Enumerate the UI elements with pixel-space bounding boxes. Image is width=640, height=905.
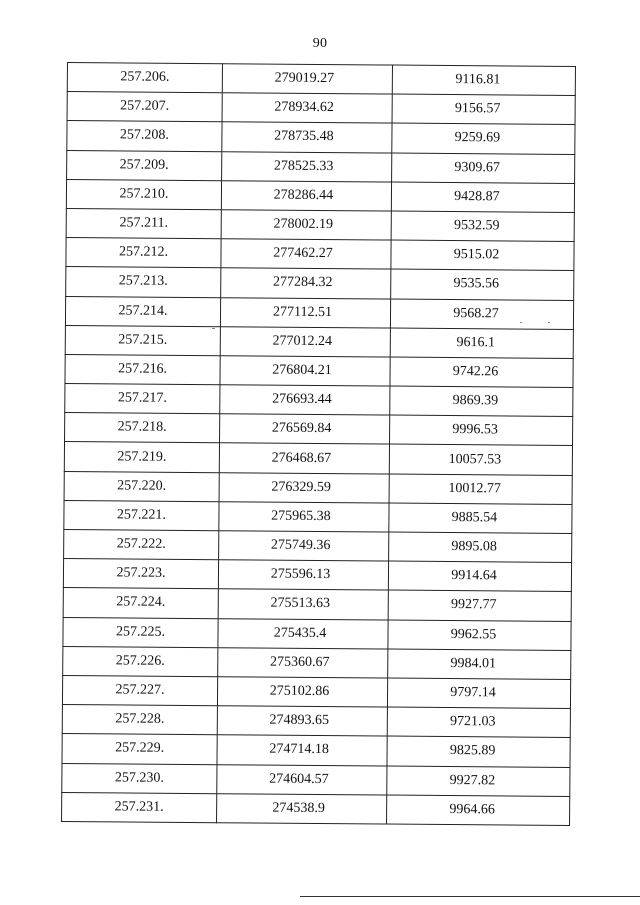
x-coordinate-cell: 278934.62: [222, 93, 392, 124]
point-id-cell: 257.222.: [64, 529, 219, 559]
coordinates-table-wrapper: [61, 62, 575, 826]
x-coordinate-cell: 278002.19: [221, 210, 391, 241]
table-row: [65, 413, 573, 446]
y-coordinate-cell: 9914.64: [388, 561, 571, 592]
table-row: [62, 763, 570, 796]
table-row: [66, 267, 574, 300]
table-row: [66, 179, 574, 212]
table-row: [64, 529, 572, 562]
x-coordinate-cell: 275435.4: [218, 618, 388, 649]
table-row: [65, 296, 573, 329]
x-coordinate-cell: 276569.84: [220, 414, 390, 445]
scan-speck: [520, 322, 522, 323]
point-id-cell: 257.217.: [65, 384, 220, 414]
table-row: [66, 208, 574, 241]
x-coordinate-cell: 276329.59: [219, 472, 389, 503]
x-coordinate-cell: 274538.9: [217, 793, 387, 824]
y-coordinate-cell: 9309.67: [392, 153, 575, 184]
table-row: [62, 734, 570, 767]
y-coordinate-cell: 10012.77: [389, 474, 572, 505]
table-row: [65, 325, 573, 358]
point-id-cell: 257.226.: [63, 646, 218, 676]
table-row: [67, 63, 575, 96]
point-id-cell: 257.227.: [62, 675, 217, 705]
table-row: [63, 559, 571, 592]
table-row: [67, 92, 575, 125]
x-coordinate-cell: 276468.67: [219, 443, 389, 474]
point-id-cell: 257.208.: [67, 121, 222, 151]
point-id-cell: 257.228.: [62, 705, 217, 735]
scan-edge-line: [300, 896, 640, 897]
point-id-cell: 257.207.: [67, 92, 222, 122]
table-row: [64, 500, 572, 533]
point-id-cell: 257.219.: [64, 442, 219, 472]
y-coordinate-cell: 9428.87: [391, 182, 574, 213]
point-id-cell: 257.224.: [63, 588, 218, 618]
x-coordinate-cell: 279019.27: [222, 64, 392, 95]
coordinates-table-body: [62, 63, 576, 826]
x-coordinate-cell: 277284.32: [221, 268, 391, 299]
table-row: [62, 792, 570, 825]
table-row: [65, 354, 573, 387]
x-coordinate-cell: 277112.51: [220, 297, 390, 328]
y-coordinate-cell: 9568.27: [390, 299, 573, 330]
y-coordinate-cell: 9616.1: [390, 328, 573, 359]
y-coordinate-cell: 9964.66: [387, 795, 570, 826]
table-row: [63, 588, 571, 621]
y-coordinate-cell: 9927.82: [387, 766, 570, 797]
y-coordinate-cell: 9532.59: [391, 211, 574, 242]
scan-speck: [212, 328, 215, 329]
table-row: [62, 675, 570, 708]
point-id-cell: 257.220.: [64, 471, 219, 501]
table-row: [67, 150, 575, 183]
point-id-cell: 257.223.: [63, 559, 218, 589]
point-id-cell: 257.221.: [64, 500, 219, 530]
x-coordinate-cell: 278286.44: [221, 180, 391, 211]
page-number: 90: [312, 36, 328, 51]
x-coordinate-cell: 277462.27: [221, 239, 391, 270]
x-coordinate-cell: 274604.57: [217, 764, 387, 795]
scan-speck: [548, 322, 550, 323]
table-row: [66, 238, 574, 271]
table-row: [65, 384, 573, 417]
y-coordinate-cell: 9797.14: [387, 678, 570, 709]
point-id-cell: 257.209.: [67, 150, 222, 180]
point-id-cell: 257.210.: [66, 179, 221, 209]
y-coordinate-cell: 9895.08: [389, 532, 572, 563]
x-coordinate-cell: 275513.63: [218, 589, 388, 620]
y-coordinate-cell: 9885.54: [389, 503, 572, 534]
x-coordinate-cell: 277012.24: [220, 326, 390, 357]
y-coordinate-cell: 9721.03: [387, 707, 570, 738]
point-id-cell: 257.214.: [65, 296, 220, 326]
y-coordinate-cell: 9156.57: [392, 94, 575, 125]
x-coordinate-cell: 275749.36: [219, 531, 389, 562]
table-row: [64, 442, 572, 475]
x-coordinate-cell: 275596.13: [218, 560, 388, 591]
point-id-cell: 257.215.: [65, 325, 220, 355]
x-coordinate-cell: 276804.21: [220, 356, 390, 387]
x-coordinate-cell: 278525.33: [222, 151, 392, 182]
x-coordinate-cell: 276693.44: [220, 385, 390, 416]
point-id-cell: 257.211.: [66, 208, 221, 238]
point-id-cell: 257.213.: [66, 267, 221, 297]
point-id-cell: 257.229.: [62, 734, 217, 764]
x-coordinate-cell: 274714.18: [217, 735, 387, 766]
x-coordinate-cell: 274893.65: [217, 706, 387, 737]
y-coordinate-cell: 10057.53: [389, 444, 572, 475]
y-coordinate-cell: 9259.69: [392, 123, 575, 154]
point-id-cell: 257.216.: [65, 354, 220, 384]
y-coordinate-cell: 9742.26: [390, 357, 573, 388]
x-coordinate-cell: 278735.48: [222, 122, 392, 153]
y-coordinate-cell: 9984.01: [388, 649, 571, 680]
y-coordinate-cell: 9927.77: [388, 590, 571, 621]
point-id-cell: 257.230.: [62, 763, 217, 793]
point-id-cell: 257.231.: [62, 792, 217, 822]
point-id-cell: 257.225.: [63, 617, 218, 647]
table-row: [64, 471, 572, 504]
x-coordinate-cell: 275360.67: [218, 647, 388, 678]
table-row: [67, 121, 575, 154]
y-coordinate-cell: 9962.55: [388, 620, 571, 651]
x-coordinate-cell: 275102.86: [217, 677, 387, 708]
table-row: [63, 646, 571, 679]
y-coordinate-cell: 9515.02: [391, 240, 574, 271]
y-coordinate-cell: 9116.81: [392, 65, 575, 96]
point-id-cell: 257.218.: [65, 413, 220, 443]
y-coordinate-cell: 9869.39: [390, 386, 573, 417]
y-coordinate-cell: 9825.89: [387, 736, 570, 767]
coordinates-table: [61, 62, 576, 826]
x-coordinate-cell: 275965.38: [219, 502, 389, 533]
y-coordinate-cell: 9996.53: [390, 415, 573, 446]
table-row: [63, 617, 571, 650]
table-row: [62, 705, 570, 738]
point-id-cell: 257.212.: [66, 238, 221, 268]
y-coordinate-cell: 9535.56: [391, 269, 574, 300]
point-id-cell: 257.206.: [67, 63, 222, 93]
